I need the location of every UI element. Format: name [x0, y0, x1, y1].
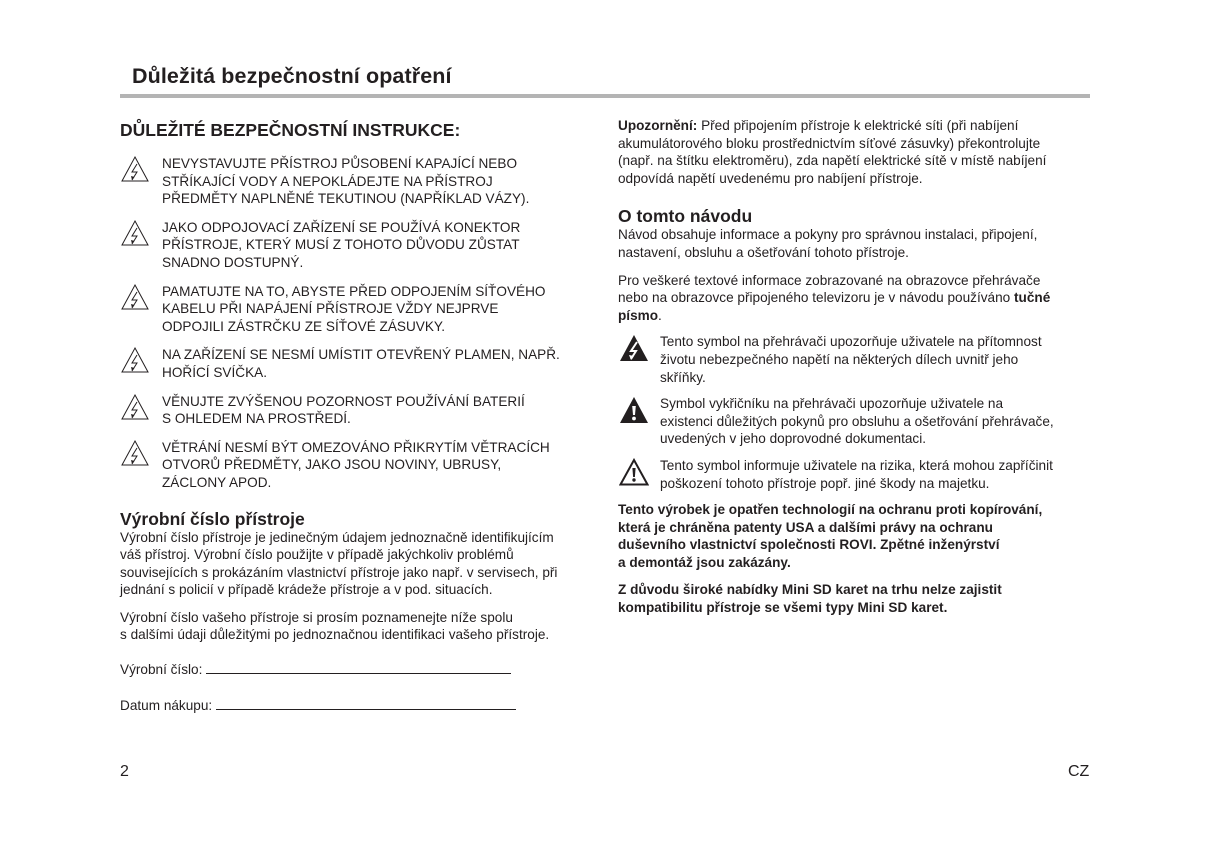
serial-number-blank-line: [206, 662, 511, 674]
warning-text-line: ODPOJILI ZÁSTRČKU ZE SÍŤOVÉ ZÁSUVKY.: [162, 318, 446, 334]
left-column: [120, 110, 600, 714]
warning-item: [120, 393, 600, 428]
symbol-text-line: životu nebezpečného napětí na některých dílech uvnitř jeho: [660, 351, 1019, 367]
symbol-text-line: Tento symbol na přehrávači upozorňuje uživatele na přítomnost: [660, 334, 1042, 350]
warning-text-line: OTVORŮ PŘEDMĚTY, JAKO JSOU NOVINY, UBRUSY,: [162, 457, 502, 473]
symbol-text-line: poškození tohoto přístroje popř. jiné škody na majetku.: [660, 475, 990, 491]
page-number: 2: [120, 763, 129, 780]
language-code: CZ: [1068, 763, 1090, 780]
about-manual-paragraph-1: Návod obsahuje informace a pokyny pro správnou instalaci, připojení, nastavení, obsluhu a ošetřování tohoto přístroje.: [618, 227, 1038, 260]
warning-text-line: PAMATUJTE NA TO, ABYSTE PŘED ODPOJENÍM SÍŤOVÉHO: [162, 283, 546, 299]
electric-shock-outline-icon: [120, 393, 150, 421]
warning-item: [120, 439, 600, 492]
warning-text-line: ZÁCLONY APOD.: [162, 474, 272, 490]
electric-shock-outline-icon: [120, 155, 150, 183]
warning-text-line: PŘÍSTROJE, KTERÝ MUSÍ Z TOHOTO DŮVODU ZŮSTAT: [162, 237, 520, 253]
purchase-date-field: [120, 697, 600, 715]
about-manual-heading: O tomto návodu: [618, 206, 753, 227]
electric-shock-outline-icon: [120, 346, 150, 374]
safety-instructions-heading: DŮLEŽITÉ BEZPEČNOSTNÍ INSTRUKCE:: [120, 120, 461, 140]
electric-shock-outline-icon: [120, 439, 150, 467]
copy-protection-notice: Tento výrobek je opatřen technologií na ochranu proti kopírování, která je chráněna patenty USA a dalšími právy na ochranu duševního vlastnictví společnosti ROVI. Zpětné inženýrství a demontáž jsou zakázány.: [618, 502, 1043, 570]
about-manual-paragraph-2: Pro veškeré textové informace zobrazované na obrazovce přehrávače nebo na obrazovce připojeného televizoru je v návodu používáno tučné písmo.: [618, 272, 1051, 323]
warning-item: [120, 155, 600, 208]
symbol-text-line: existenci důležitých pokynů pro obsluhu a ošetřování přehrávače,: [660, 413, 1054, 429]
warning-item: [120, 219, 600, 272]
warning-text-line: VĚNUJTE ZVÝŠENOU POZORNOST POUŽÍVÁNÍ BATERIÍ: [162, 393, 525, 409]
serial-number-field-label: Výrobní číslo:: [120, 662, 203, 678]
electric-shock-outline-icon: [120, 283, 150, 311]
purchase-date-blank-line: [216, 698, 516, 710]
warning-text-line: STŘÍKAJÍCÍ VODY A NEPOKLÁDEJTE NA PŘÍSTROJ: [162, 173, 493, 189]
warning-text-line: KABELU PŘI NAPÁJENÍ PŘÍSTROJE VŽDY NEJPRVE: [162, 301, 499, 317]
exclamation-outline-icon: [619, 458, 649, 486]
symbol-text-line: uvedených v jeho doprovodné dokumentaci.: [660, 431, 927, 447]
symbol-text-line: Symbol vykřičníku na přehrávači upozorňuje uživatele na: [660, 396, 1004, 412]
serial-number-field: [120, 661, 600, 679]
warning-text-line: S OHLEDEM NA PROSTŘEDÍ.: [162, 411, 351, 427]
caution-paragraph: Upozornění: Před připojením přístroje k elektrické síti (při nabíjení akumulátorového bloku prostřednictvím síťové zásuvky) překontrolujte (např. na štítku elektroměru), zda napětí elektrické sítě v místě nabíjení odpovídá napětí uvedenému pro nabíjení přístroje.: [618, 118, 1047, 186]
warning-text-line: PŘEDMĚTY NAPLNĚNÉ TEKUTINOU (NAPŘÍKLAD VÁZY).: [162, 191, 530, 207]
bold-term-tucne: tučné: [1014, 290, 1051, 306]
warning-text-line: SNADNO DOSTUPNÝ.: [162, 254, 304, 270]
symbol-item: [618, 333, 1098, 386]
symbol-list: [618, 333, 1098, 492]
serial-number-paragraph-2: Výrobní číslo vašeho přístroje si prosím poznamenejte níže spolu s dalšími údaji důležitými po jednoznačnou identifikaci vašeho přístroje.: [120, 609, 550, 643]
caution-label: Upozornění:: [618, 118, 698, 133]
purchase-date-field-label: Datum nákupu:: [120, 697, 213, 713]
warning-text-line: HOŘÍCÍ SVÍČKA.: [162, 364, 267, 380]
warning-item: [120, 283, 600, 336]
warning-text-line: JAKO ODPOJOVACÍ ZAŘÍZENÍ SE POUŽÍVÁ KONEKTOR: [162, 219, 521, 235]
title-rule: [120, 94, 1090, 98]
warning-text-line: NA ZAŘÍZENÍ SE NESMÍ UMÍSTIT OTEVŘENÝ PLAMEN, NAPŘ.: [162, 347, 560, 363]
symbol-text-line: skříňky.: [660, 369, 706, 385]
symbol-item: [618, 457, 1098, 492]
page-title: Důležitá bezpečnostní opatření: [132, 64, 452, 88]
warning-list: [120, 155, 600, 492]
right-column: [618, 117, 1098, 617]
warning-text-line: VĚTRÁNÍ NESMÍ BÝT OMEZOVÁNO PŘIKRYTÍM VĚTRACÍCH: [162, 439, 550, 455]
sd-card-notice: Z důvodu široké nabídky Mini SD karet na trhu nelze zajistit kompatibilitu přístroje se všemi typy Mini SD karet.: [618, 582, 1002, 616]
serial-number-heading: Výrobní číslo přístroje: [120, 508, 305, 529]
symbol-item: [618, 395, 1098, 448]
warning-item: [120, 346, 600, 381]
electric-shock-filled-icon: [619, 334, 649, 362]
serial-number-paragraph-1: Výrobní číslo přístroje je jedinečným údajem jednoznačně identifikujícím váš přístroj. Výrobní číslo použijte v případě jakýchkoliv problémů souvisejících s prokázáním vlastnictví přístroje jako např. v servisech, při jednání s policií v případě krádeže přístroje a v pod. situacích.: [120, 529, 558, 598]
warning-text-line: NEVYSTAVUJTE PŘÍSTROJ PŮSOBENÍ KAPAJÍCÍ NEBO: [162, 156, 518, 171]
symbol-text-line: Tento symbol informuje uživatele na rizika, která mohou zapříčinit: [660, 457, 1053, 473]
bold-term-pismo: písmo: [618, 307, 659, 323]
electric-shock-outline-icon: [120, 219, 150, 247]
exclamation-filled-icon: [619, 396, 649, 424]
